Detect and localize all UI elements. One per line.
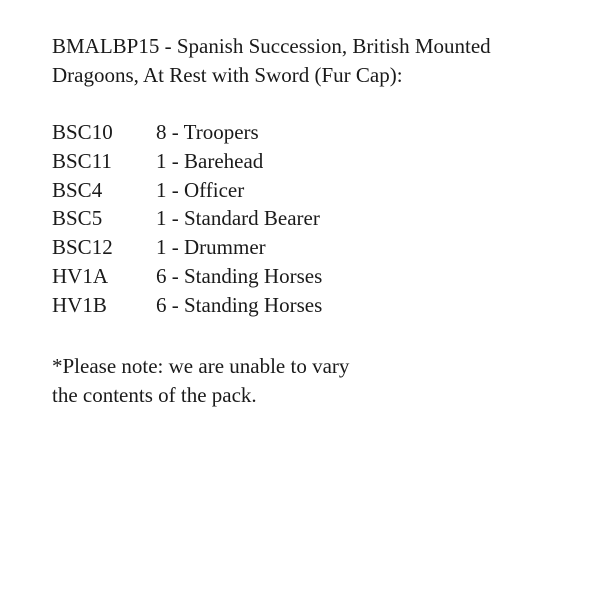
list-item <box>52 233 582 262</box>
item-description: 1 - Standard Bearer <box>156 206 320 231</box>
item-description: 1 - Drummer <box>156 235 266 260</box>
pack-contents-list <box>52 118 582 320</box>
item-description: 8 - Troopers <box>156 120 259 144</box>
item-description: 6 - Standing Horses <box>156 263 323 288</box>
pack-note <box>52 352 582 410</box>
item-code: HV1A <box>52 263 108 288</box>
item-description: 1 - Barehead <box>156 148 264 173</box>
item-code: BSC11 <box>52 148 112 173</box>
pack-note-line-1: *Please note: we are unable to vary <box>52 353 350 378</box>
pack-title <box>52 32 582 90</box>
item-code: BSC4 <box>52 177 103 202</box>
list-item <box>52 147 582 176</box>
list-item <box>52 291 582 320</box>
pack-note-line-2: the contents of the pack. <box>52 382 257 407</box>
list-item <box>52 204 582 233</box>
list-item <box>52 118 582 147</box>
list-item <box>52 176 582 205</box>
item-description: 1 - Officer <box>156 177 245 202</box>
item-description: 6 - Standing Horses <box>156 292 323 317</box>
list-item <box>52 262 582 291</box>
pack-title-line-2: Dragoons, At Rest with Sword (Fur Cap): <box>52 63 403 87</box>
pack-title-line-1: BMALBP15 - Spanish Succession, British Mounted <box>52 34 491 58</box>
pack-document <box>52 32 582 410</box>
item-code: BSC5 <box>52 206 103 231</box>
item-code: BSC12 <box>52 235 113 260</box>
item-code: HV1B <box>52 292 107 317</box>
item-code: BSC10 <box>52 120 113 144</box>
